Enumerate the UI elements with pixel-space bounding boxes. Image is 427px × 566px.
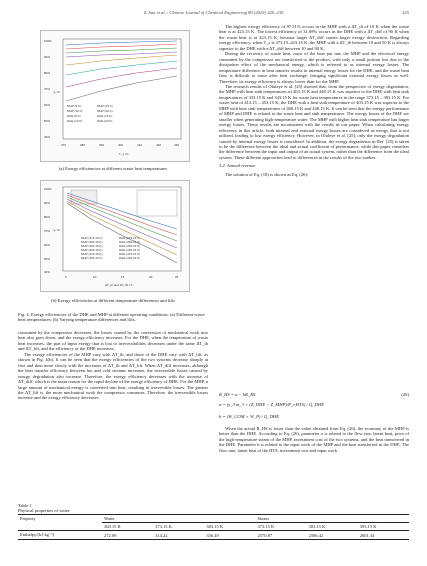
table-header: 360.15 K xyxy=(102,523,153,531)
ytick: 80% xyxy=(44,215,51,219)
legend-entry: MHP (413.15 K) xyxy=(81,252,103,256)
fig4a-ylabel: η / % xyxy=(53,90,60,94)
table-header: 373.15 K xyxy=(153,523,204,531)
legend-entry: DHE (423.15 K) xyxy=(119,256,141,260)
ytick: 90% xyxy=(44,55,51,59)
ytick: 50% xyxy=(44,257,51,261)
table-cell: 356.49 xyxy=(206,532,219,538)
xtick: 380 xyxy=(80,143,86,147)
legend-entry: DHE (413.15 K) xyxy=(119,252,141,256)
ytick: 90% xyxy=(44,201,51,205)
figure-4a-caption: (a) Exergy efficiencies at different waste heat temperatures xyxy=(58,166,168,171)
legend-entry: MHP (383.15 K) xyxy=(81,240,103,244)
table-header: Water xyxy=(104,516,115,521)
legend-entry: MHP (423.15 K) xyxy=(81,256,103,260)
fig4a-xlabel: T_s / K xyxy=(119,152,129,156)
paragraph: During the recovery of waste heat, most of the heat put into the MHP and the electrical energy consumed by the compressor are transferred to the product, with only a small portion lost due to the dissipation effect of the mechanical energy, which is referred to as internal exergy losses. The temperature difference in heat transfer results in internal energy losses for the DHE, and the waste heat flow is difficult to reuse after heat exchange, bringing significant external exergy losses as well. Therefore, its exergy efficiency is always lower than for the MHP. xyxy=(219,51,409,84)
legend-entry: DHE (5 K) xyxy=(67,114,81,118)
ytick: 60% xyxy=(44,103,51,107)
legend-entry: MHP (20 K) xyxy=(97,109,113,113)
legend-entry: MHP (10 K) xyxy=(67,109,83,113)
xtick: 10 xyxy=(93,275,97,279)
xtick: 430 xyxy=(174,143,180,147)
table-header: Steam xyxy=(257,516,269,521)
table-cell: 314.22 xyxy=(155,532,168,538)
paragraph: The solution of Eq. (18) is shown as Eq. (26): xyxy=(225,171,309,177)
legend-entry: DHE (20 K) xyxy=(97,119,113,123)
table-1 xyxy=(18,503,409,540)
table-row xyxy=(18,515,409,523)
equation-line: R_HS = a − bR_RS xyxy=(219,392,256,397)
xtick: 400 xyxy=(118,143,124,147)
ytick: 60% xyxy=(44,243,51,247)
table xyxy=(18,514,409,540)
table-title: Table 1 xyxy=(18,503,32,508)
legend-entry: MHP (5 K) xyxy=(67,104,81,108)
legend-entry: MHP (393.15 K) xyxy=(81,244,103,248)
right-column-text-after-equation xyxy=(219,426,409,453)
ytick: 40% xyxy=(44,135,51,139)
paragraph: When the actual R_HS is lower than the value obtained from Eq. (26), the economy of the MHP is better than the DHE. According to Eq. (26), parameter a is related to the flow rate, latent heat, price of the high-temperature steam of the MHP, investment cost of the two systems, and the heat transferred in the DHE. Parameter b is related to the input work of the MHP and the heat transferred in the DHE. The flow rate, latent heat of the HTS, investment cost and input work xyxy=(219,426,409,453)
figure-4-caption: Fig. 4. Exergy efficiencies of the DHE and MHP at different operating conditions: (a) Different waste heat temperatures; (b) Varying temperature differences and lifts. xyxy=(18,312,205,323)
xtick: 15 xyxy=(121,275,125,279)
equation-26 xyxy=(219,392,409,422)
right-column-text xyxy=(219,24,409,177)
page-number: 225 xyxy=(402,10,409,15)
table-header: 383.15 K xyxy=(307,523,358,531)
legend-entry: DHE (403.15 K) xyxy=(119,248,141,252)
xtick: 20 xyxy=(149,275,153,279)
ytick: 70% xyxy=(44,229,51,233)
ytick: 80% xyxy=(44,71,51,75)
paragraph: The research results of Oluleye et al. [25] showed that, from the perspective of exergy degradation, the MHP with heat sink temperatures of 403.15 K and 448.15 K was superior to the DHE with heat sink temperatures of 333.15 K and 343.15 K for waste heat temperatures in the range 373.15 – 393.15 K. For waste heat of 413.15 – 453.15 K, the DHE with a heat sink temperature of 403.15 K was superior to the MHP with heat sink temperatures of 468.15 K and 448.15 K. It can be seen that the energy performance of MHP and DHE is related to the waste heat and sink temperatures. The exergy losses of the DHE are smaller when generating high-temperature water. The MHP with higher heat sink temperature has larger exergy losses. These results are inconsistent with the results in our paper. When calculating exergy efficiency in this article, both internal and external exergy losses are considered as exergy that is not utilized, leading to low exergy efficiency. However, in Oluleye et al. [25], only the exergy degradation caused by internal exergy losses is considered. In addition, the exergy degradation in Ref. [25] is taken to be the difference between the ideal and actual coefficient of performance, while this paper considers the difference between the input and output of an actual system, rather than the difference from the ideal system. These different approaches lead to differences in the results of the two studies. xyxy=(219,83,409,160)
equation-number: (26) xyxy=(401,392,409,397)
table-cell: Enthalpy/(kJ·kg⁻¹) xyxy=(20,532,55,537)
fig4a-yticks xyxy=(44,39,52,139)
table-cell: 2570.87 xyxy=(257,532,273,538)
table-header: Property xyxy=(20,516,36,522)
xtick: 420 xyxy=(156,143,162,147)
figure-4a-plot xyxy=(41,31,189,161)
fig4b-ylabel: η / % xyxy=(53,228,60,232)
ytick: 70% xyxy=(44,87,51,91)
table-row xyxy=(18,531,409,540)
table-header: 373.15 K xyxy=(255,523,306,531)
table-header: 383.15 K xyxy=(204,523,255,531)
table-subtitle: Physical properties of water. xyxy=(18,508,71,513)
figure-4b-plot xyxy=(41,181,189,291)
fig4b-yticks xyxy=(44,187,52,274)
ytick: 50% xyxy=(44,119,51,123)
xtick: 390 xyxy=(99,143,105,147)
paragraph: consumed by the compressor decreases, the losses caused by the conversion of mechanical work into heat also goes down, and the exergy efficiency increases. For the DHE, when the temperature of waste heat increases, the part of input exergy that is lost to irreversibilities decreases under the same ΔT_th and ΔT_lift, and the efficiency of the DHE increases. xyxy=(18,330,208,352)
paragraph: The exergy efficiencies of the MHP vary with ΔT_th, and those of the DHE vary with ΔT_lift, as shown in Fig. 4(b). It can be seen that the exergy efficiencies of the two systems decrease sharply at first and then more slowly with the increases of ΔT_th and ΔT_lift. When ΔT_diff increases, although the heat transfer efficiency between hot and cold streams increases, the irreversible losses caused by exergy degradation also increase. Therefore, the exergy efficiency decreases with the increase of ΔT_diff, which is the main reason for the rapid decline of the exergy efficiency of DHE. For the MHP, a large amount of mechanical energy is converted into heat, resulting in irreversible losses. The greater the ΔT_lift is, the more mechanical work the compressor consumes. Therefore, the irreversible losses increase and the exergy efficiency decreases. xyxy=(18,351,208,401)
table-cell: 2601.34 xyxy=(359,532,375,538)
legend-entry: DHE (10 K) xyxy=(67,119,83,123)
legend-entry: DHE (15 K) xyxy=(97,114,113,118)
figure-4b xyxy=(40,180,190,292)
legend-entry: DHE (373.15 K) xyxy=(119,236,141,240)
equation-line: a = (y_3·m_3 + (Z_DHE − Z_MHP)/P_r,HTS) / Q_DHE xyxy=(219,402,324,407)
figure-4a xyxy=(40,30,190,162)
xtick: 370 xyxy=(61,143,67,147)
table-cell: 272.09 xyxy=(104,532,117,538)
legend-entry: DHE (393.15 K) xyxy=(119,244,141,248)
left-column-text xyxy=(18,330,208,401)
ytick: 100% xyxy=(44,39,52,43)
paragraph: The highest exergy efficiency of 97.51% occurs in the MHP with a ΔT_th of 10 K when the waste heat is at 423.15 K. The lowest efficiency of 31.69% occurs in the DHE with a ΔT_diff of 90 K when the waste heat is at 423.15 K, because larger ΔT_diff causes larger exergy destruction. Regarding exergy efficiency, when T_s is 373.15–423.15 K, the MHP with a ΔT_th between 10 and 50 K is always superior to the DHE with a ΔT_diff between 10 and 90 K. xyxy=(219,24,409,51)
section-heading: 3.2. Annual revenue xyxy=(219,163,256,169)
legend-entry: MHP (15 K) xyxy=(97,104,113,108)
xtick: 5 xyxy=(65,275,67,279)
xtick: 410 xyxy=(137,143,143,147)
equation-line: b = (W_COM + W_P) / Q_DHE xyxy=(219,414,280,419)
legend-entry: MHP (403.15 K) xyxy=(81,248,103,252)
journal-title: Z. Sun et al. / Chinese Journal of Chemical Engineering 80 (2025) 220–230 xyxy=(143,10,284,15)
fig4b-xlabel: ΔT_th and ΔT_lift / K xyxy=(105,283,133,287)
table-cell: 2586.42 xyxy=(308,532,324,538)
fig4b-zoom-box xyxy=(137,190,177,216)
table-header: 393.15 K xyxy=(358,523,409,531)
ytick: 100% xyxy=(44,187,52,191)
ytick: 40% xyxy=(44,270,51,274)
table-row xyxy=(18,523,409,531)
fig4a-xticks xyxy=(61,143,179,147)
legend-entry: MHP (373.15 K) xyxy=(81,236,103,240)
fig4b-xticks xyxy=(65,275,179,279)
figure-4b-caption: (b) Exergy efficiencies at different temperature differences and lifts xyxy=(51,298,175,303)
xtick: 25 xyxy=(175,275,179,279)
legend-entry: DHE (383.15 K) xyxy=(119,240,141,244)
table-cell xyxy=(18,523,102,531)
